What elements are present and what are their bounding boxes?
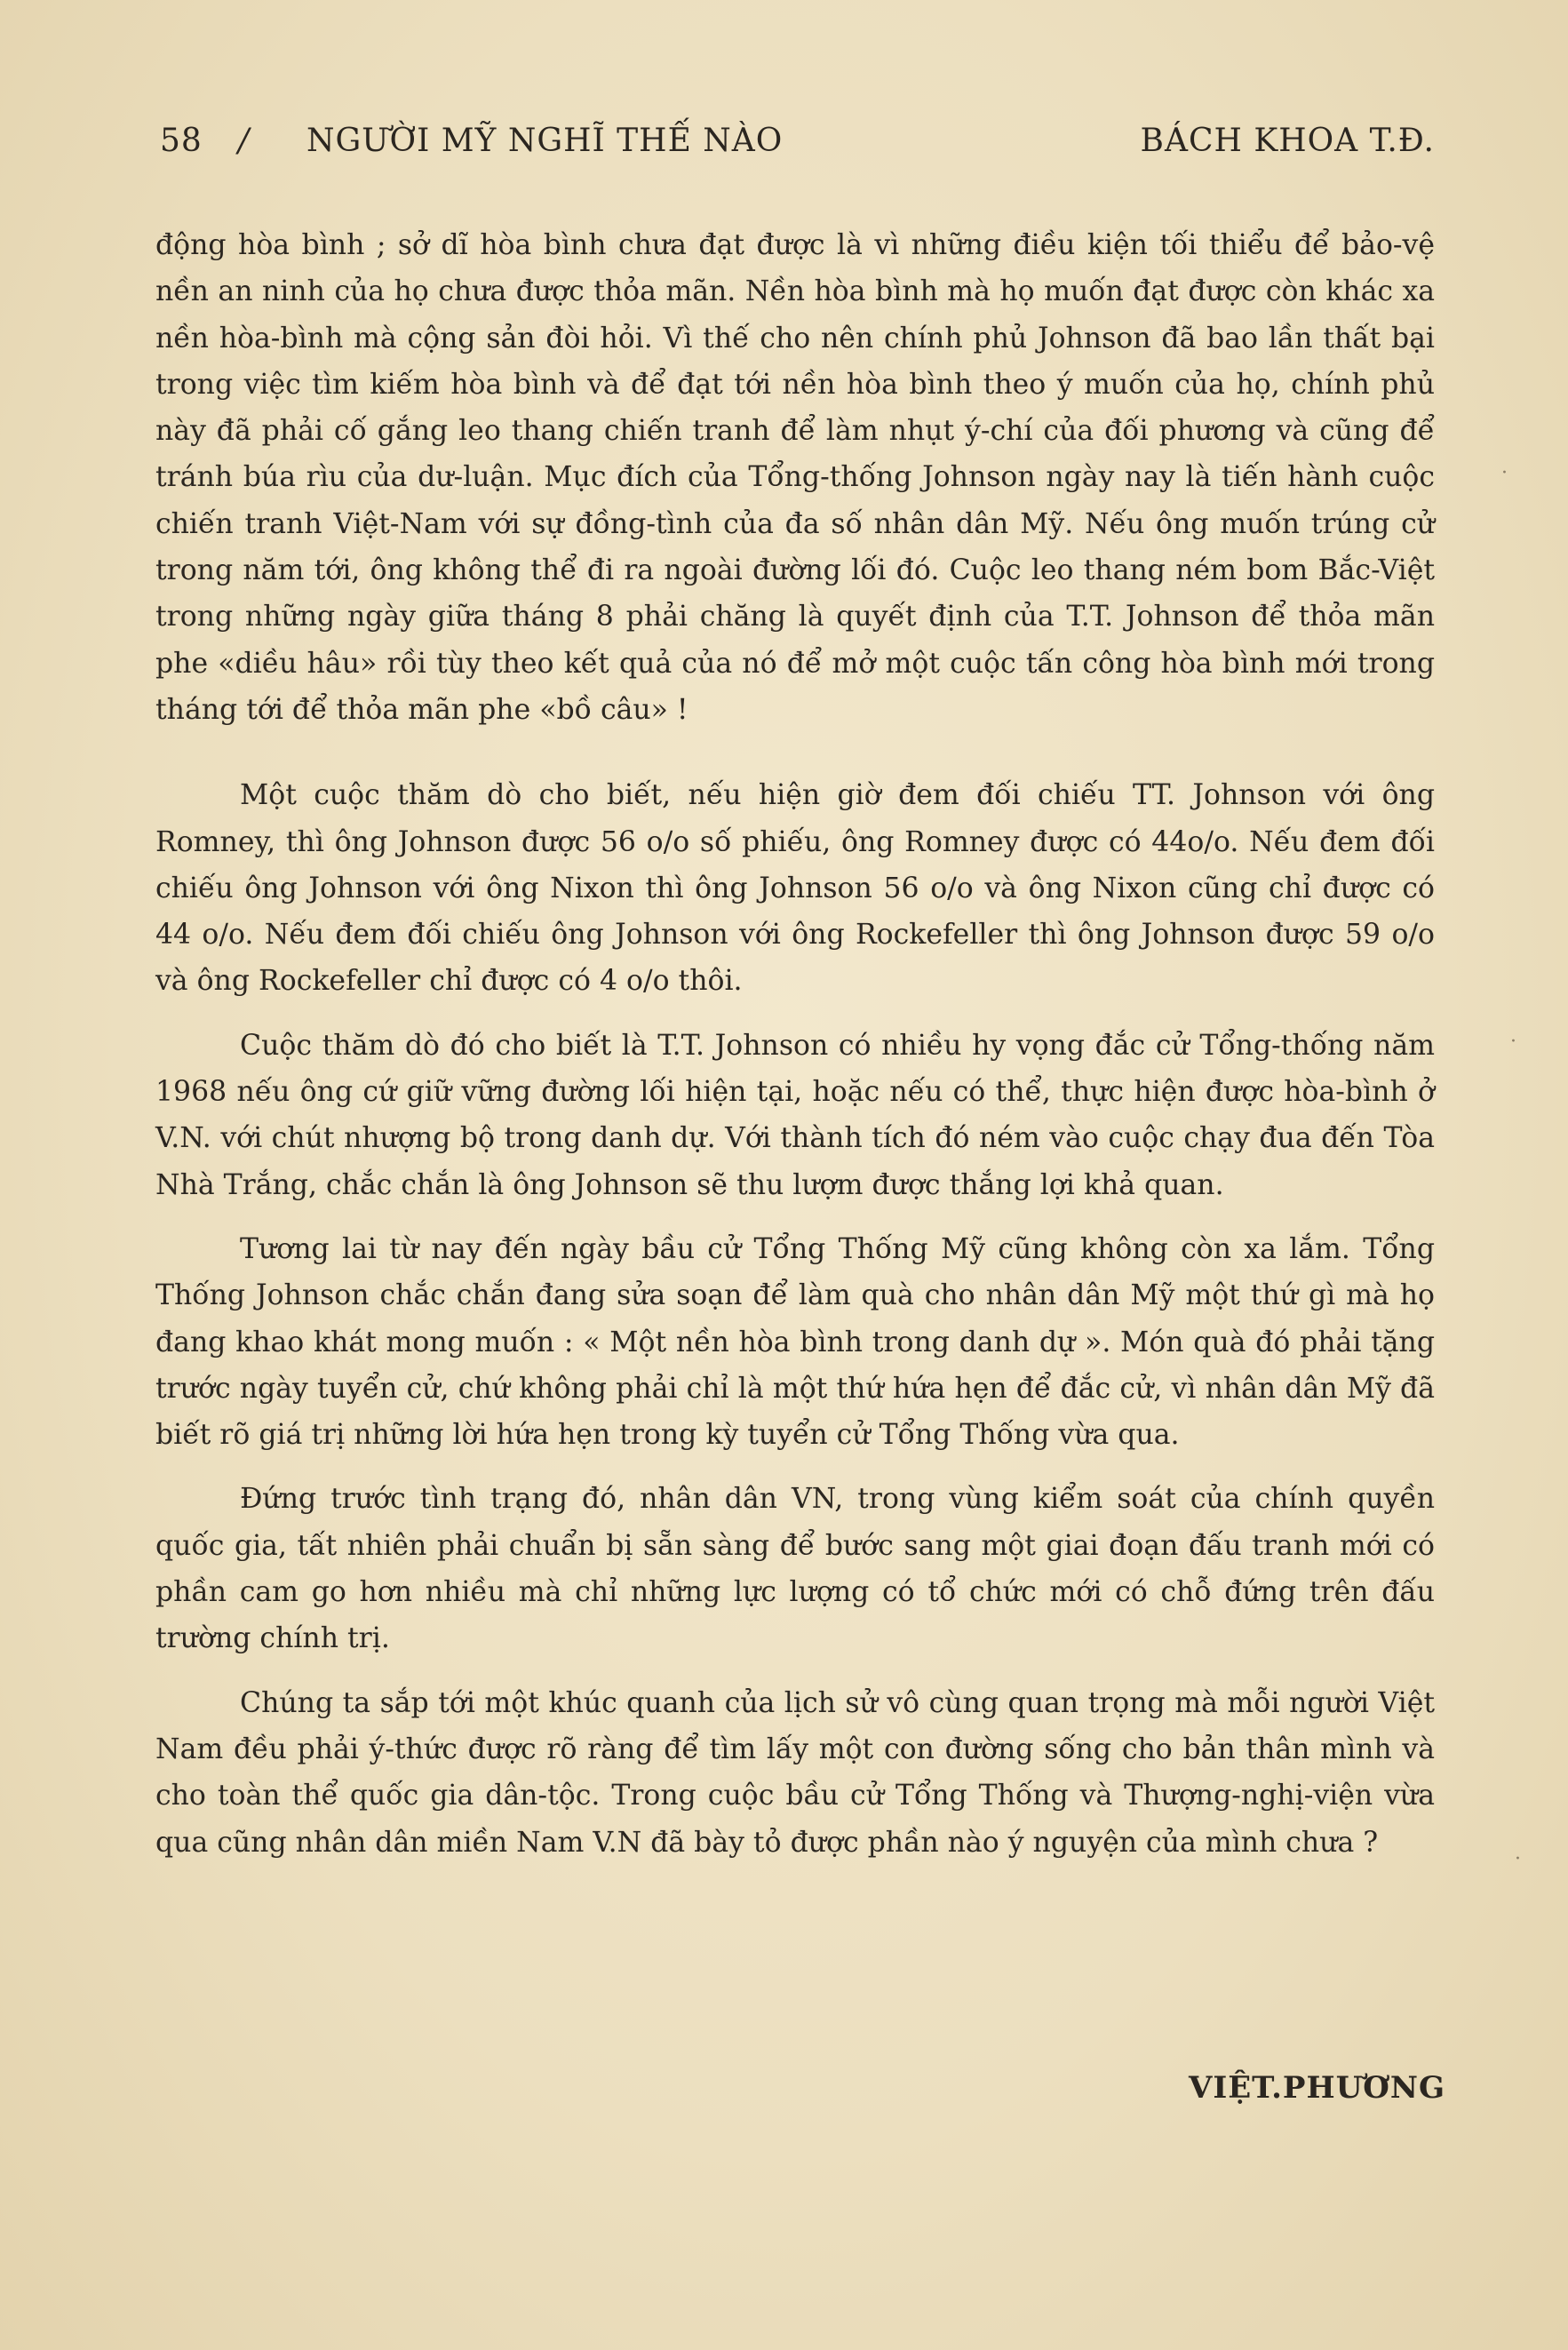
header-separator: /: [238, 123, 251, 159]
article-body: [155, 222, 1435, 1866]
running-header: [160, 123, 1435, 167]
print-speck: ·: [1515, 1848, 1521, 1870]
running-title: NGƯỜI MỸ NGHĨ THẾ NÀO: [306, 123, 784, 159]
paragraph: động hòa bình ; sở dĩ hòa bình chưa đạt được là vì những điều kiện tối thiểu để bảo-vệ nền an ninh của họ chưa được thỏa mãn. Nền hòa bình mà họ muốn đạt được còn khác xa nền hòa-bình mà cộng sản đòi hỏi. Vì thế cho nên chính phủ Johnson đã bao lần thất bại trong việc tìm kiếm hòa bình và để đạt tới nền hòa bình theo ý muốn của họ, chính phủ này đã phải cố gắng leo thang chiến tranh để làm nhụt ý-chí của đối phương và cũng để tránh búa rìu của dư-luận. Mục đích của Tổng-thống Johnson ngày nay là tiến hành cuộc chiến tranh Việt-Nam với sự đồng-tình của đa số nhân dân Mỹ. Nếu ông muốn trúng cử trong năm tới, ông không thể đi ra ngoài đường lối đó. Cuộc leo thang ném bom Bắc-Việt trong những ngày giữa tháng 8 phải chăng là quyết định của T.T. Johnson để thỏa mãn phe «diều hâu» rồi tùy theo kết quả của nó để mở một cuộc tấn công hòa bình mới trong tháng tới để thỏa mãn phe «bồ câu» !: [155, 229, 1435, 726]
journal-name: BÁCH KHOA T.Đ.: [1140, 123, 1435, 159]
paragraph: Cuộc thăm dò đó cho biết là T.T. Johnson có nhiều hy vọng đắc cử Tổng-thống năm 1968 nếu ông cứ giữ vững đường lối hiện tại, hoặc nếu có thể, thực hiện được hòa-bình ở V.N. với chút nhượng bộ trong danh dự. Với thành tích đó ném vào cuộc chạy đua đến Tòa Nhà Trắng, chắc chắn là ông Johnson sẽ thu lượm được thắng lợi khả quan.: [155, 1029, 1435, 1201]
paragraph: Chúng ta sắp tới một khúc quanh của lịch sử vô cùng quan trọng mà mỗi người Việt Nam đều phải ý-thức được rõ ràng để tìm lấy một con đường sống cho bản thân mình và cho toàn thể quốc gia dân-tộc. Trong cuộc bầu cử Tổng Thống và Thượng-nghị-viện vừa qua cũng nhân dân miền Nam V.N đã bày tỏ được phần nào ý nguyện của mình chưa ?: [155, 1686, 1435, 1859]
paragraph: Một cuộc thăm dò cho biết, nếu hiện giờ đem đối chiếu TT. Johnson với ông Romney, thì ông Johnson được 56 o/o số phiếu, ông Romney được có 44o/o. Nếu đem đối chiếu ông Johnson với ông Nixon thì ông Johnson 56 o/o và ông Nixon cũng chỉ được có 44 o/o. Nếu đem đối chiếu ông Johnson với ông Rockefeller thì ông Johnson được 59 o/o và ông Rockefeller chỉ được có 4 o/o thôi.: [155, 779, 1435, 998]
author-signature: VIỆT.PHƯƠNG: [1188, 2070, 1445, 2106]
print-speck: ·: [1510, 1031, 1516, 1053]
print-speck: ·: [1501, 462, 1508, 484]
paragraph: Đứng trước tình trạng đó, nhân dân VN, trong vùng kiểm soát của chính quyền quốc gia, tất nhiên phải chuẩn bị sẵn sàng để bước sang một giai đoạn đấu tranh mới có phần cam go hơn nhiều mà chỉ những lực lượng có tổ chức mới có chỗ đứng trên đấu trường chính trị.: [155, 1483, 1435, 1655]
paragraph: Tương lai từ nay đến ngày bầu cử Tổng Thống Mỹ cũng không còn xa lắm. Tổng Thống Johnson chắc chắn đang sửa soạn để làm quà cho nhân dân Mỹ một thứ gì mà họ đang khao khát mong muốn : « Một nền hòa bình trong danh dự ». Món quà đó phải tặng trước ngày tuyển cử, chứ không phải chỉ là một thứ hứa hẹn để đắc cử, vì nhân dân Mỹ đã biết rõ giá trị những lời hứa hẹn trong kỳ tuyển cử Tổng Thống vừa qua.: [155, 1232, 1435, 1452]
page-number: 58: [160, 123, 203, 159]
